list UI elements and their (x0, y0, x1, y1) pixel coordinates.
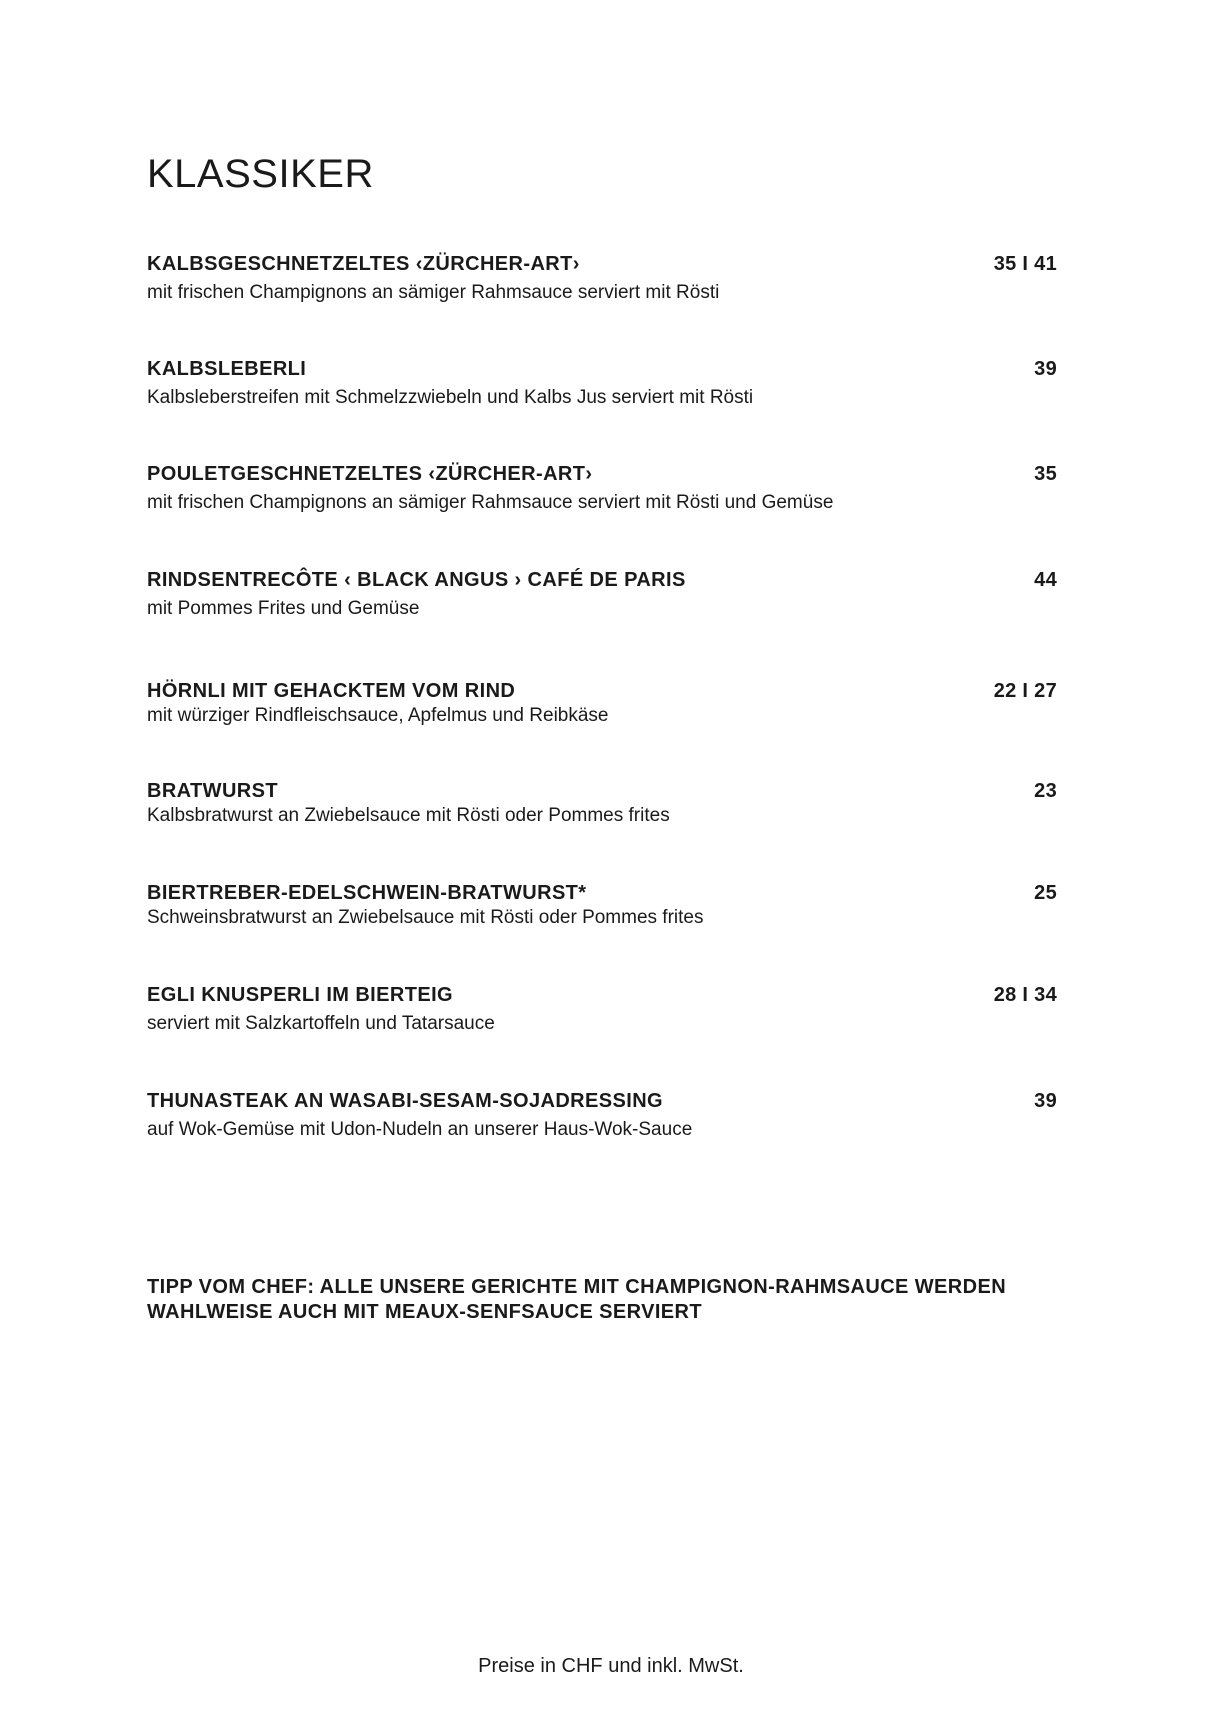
menu-item (147, 1090, 1057, 1141)
dish-description: Kalbsleberstreifen mit Schmelzzwiebeln und Kalbs Jus serviert mit Rösti (147, 387, 754, 408)
chef-tip-line: TIPP VOM CHEF: ALLE UNSERE GERICHTE MIT CHAMPIGNON-RAHMSAUCE WERDEN (147, 1276, 1007, 1298)
menu-item-header (147, 358, 1057, 381)
dish-description: mit würziger Rindfleischsauce, Apfelmus und Reibkäse (147, 705, 609, 726)
dish-name: BRATWURST (147, 780, 278, 802)
dish-name: THUNASTEAK AN WASABI-SESAM-SOJADRESSING (147, 1090, 664, 1112)
dish-description: Kalbsbratwurst an Zwiebelsauce mit Rösti oder Pommes frites (147, 805, 670, 826)
dish-name: EGLI KNUSPERLI IM BIERTEIG (147, 984, 453, 1006)
dish-price: 35 (1034, 463, 1057, 485)
dish-price: 28 I 34 (993, 984, 1057, 1006)
dish-price: 39 (1034, 1090, 1057, 1112)
dish-price: 44 (1034, 569, 1057, 591)
menu-item (147, 253, 1057, 304)
menu-item-header (147, 680, 1057, 703)
menu-item-header (147, 780, 1057, 803)
dish-name: HÖRNLI MIT GEHACKTEM VOM RIND (147, 680, 516, 702)
dish-description: mit frischen Champignons an sämiger Rahmsauce serviert mit Rösti (147, 282, 720, 303)
dish-description: auf Wok-Gemüse mit Udon-Nudeln an unserer Haus-Wok-Sauce (147, 1119, 693, 1140)
dish-price: 25 (1034, 882, 1057, 904)
menu-item-header (147, 569, 1057, 592)
price-footnote: Preise in CHF und inkl. MwSt. (478, 1655, 744, 1677)
menu-item-header (147, 984, 1057, 1007)
dish-name: KALBSLEBERLI (147, 358, 307, 380)
menu-item (147, 358, 1057, 409)
dish-name: BIERTREBER-EDELSCHWEIN-BRATWURST* (147, 882, 587, 904)
menu-item (147, 882, 1057, 929)
dish-name: RINDSENTRECÔTE ‹ BLACK ANGUS › CAFÉ DE PARIS (147, 569, 686, 591)
dish-price: 39 (1034, 358, 1057, 380)
dish-name: POULETGESCHNETZELTES ‹ZÜRCHER-ART› (147, 463, 593, 485)
dish-price: 22 I 27 (993, 680, 1057, 702)
dish-name: KALBSGESCHNETZELTES ‹ZÜRCHER-ART› (147, 253, 580, 275)
menu-item (147, 680, 1057, 727)
menu-item (147, 984, 1057, 1035)
dish-description: serviert mit Salzkartoffeln und Tatarsauce (147, 1013, 495, 1034)
menu-item (147, 569, 1057, 620)
dish-description: mit frischen Champignons an sämiger Rahmsauce serviert mit Rösti und Gemüse (147, 492, 834, 513)
dish-price: 23 (1034, 780, 1057, 802)
dish-price: 35 I 41 (993, 253, 1057, 275)
dish-description: Schweinsbratwurst an Zwiebelsauce mit Rösti oder Pommes frites (147, 907, 704, 928)
chef-tip (147, 1275, 1067, 1325)
menu-item (147, 463, 1057, 514)
menu-item-header (147, 253, 1057, 276)
menu-item-header (147, 463, 1057, 486)
chef-tip-line: WAHLWEISE AUCH MIT MEAUX-SENFSAUCE SERVIERT (147, 1301, 703, 1323)
page-title: KLASSIKER (147, 152, 374, 196)
dish-description: mit Pommes Frites und Gemüse (147, 598, 420, 619)
menu-item-header (147, 1090, 1057, 1113)
menu-item (147, 780, 1057, 827)
menu-item-header (147, 882, 1057, 905)
